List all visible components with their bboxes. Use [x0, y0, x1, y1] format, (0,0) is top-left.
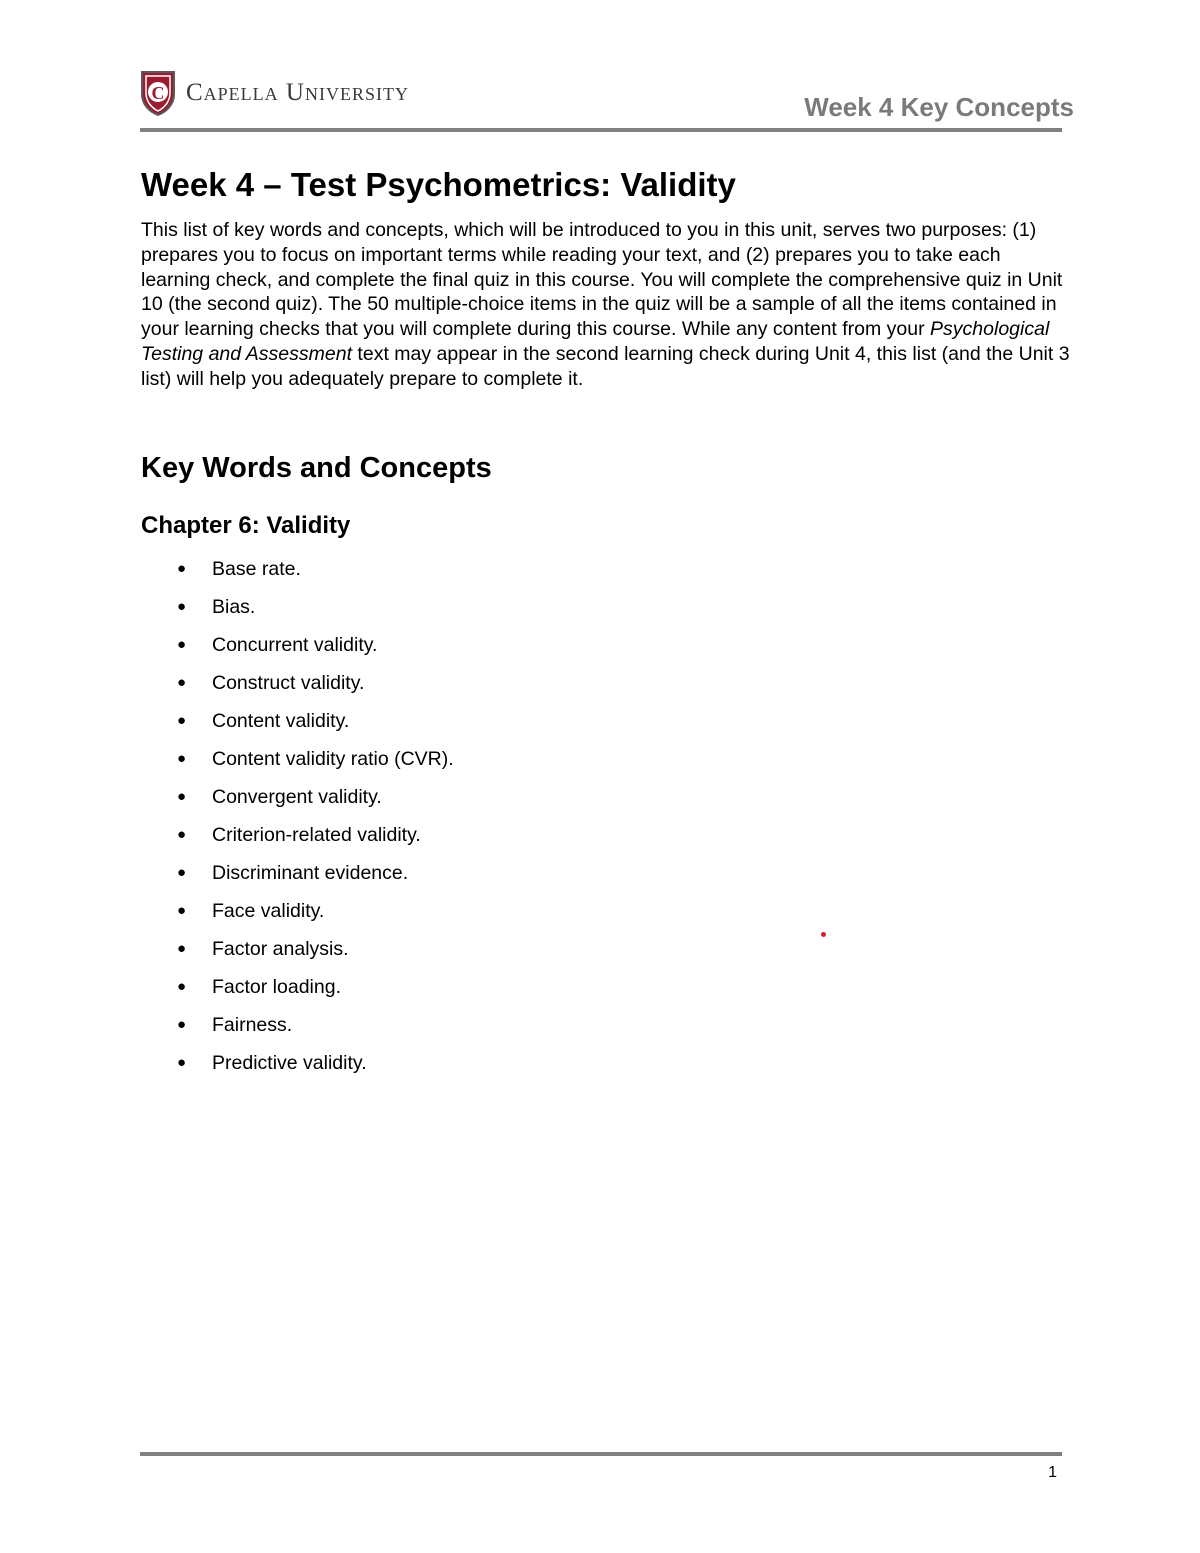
document-title: Week 4 – Test Psychometrics: Validity — [141, 166, 736, 203]
term-label: Concurrent validity. — [212, 634, 378, 656]
bullet-icon: ● — [177, 1054, 187, 1071]
term-label: Content validity ratio (CVR). — [212, 748, 454, 770]
bullet-icon: ● — [177, 940, 187, 957]
bullet-icon: ● — [177, 864, 187, 881]
logo-text: Capella University — [186, 79, 409, 106]
svg-text:C: C — [151, 83, 165, 103]
header-title: Week 4 Key Concepts — [804, 92, 1074, 122]
intro-text-1: This list of key words and concepts, which will be introduced to you in this unit, serves two purposes: (1) prepares you to focus on important terms while reading your text, and (2) prepares you to take each learning check, and complete the final quiz in this course. You will complete the comprehensive quiz in Unit 10 (the second quiz). The 50 multiple-choice items in the quiz will be a sample of all the items contained in your learning checks that you will complete during this course. While any content from your — [141, 219, 1063, 341]
term-label: Discriminant evidence. — [212, 862, 409, 884]
intro-paragraph — [141, 218, 1071, 392]
bullet-icon: ● — [177, 598, 187, 615]
bullet-icon: ● — [177, 788, 187, 805]
term-label: Construct validity. — [212, 672, 365, 694]
term-label: Predictive validity. — [212, 1052, 367, 1074]
term-label: Criterion-related validity. — [212, 824, 421, 846]
term-label: Content validity. — [212, 710, 350, 732]
bullet-icon: ● — [177, 826, 187, 843]
bullet-icon: ● — [177, 978, 187, 995]
term-label: Base rate. — [212, 558, 301, 580]
chapter-heading: Chapter 6: Validity — [141, 512, 351, 539]
textbook-title: Psychological Testing and Assessment — [141, 318, 1050, 365]
term-label: Face validity. — [212, 900, 325, 922]
bullet-icon: ● — [177, 636, 187, 653]
term-label: Factor analysis. — [212, 938, 349, 960]
bullet-icon: ● — [177, 1016, 187, 1033]
term-label: Fairness. — [212, 1014, 293, 1036]
header-divider — [140, 128, 1062, 132]
term-label: Factor loading. — [212, 976, 341, 998]
page-header — [140, 68, 1074, 128]
capella-logo — [140, 68, 409, 118]
term-label: Convergent validity. — [212, 786, 382, 808]
bullet-icon: ● — [177, 902, 187, 919]
intro-text-2: text may appear in the second learning check during Unit 4, this list (and the Unit 3 list) will help you adequately prepare to complete it. — [141, 342, 1070, 390]
red-dot-mark — [821, 932, 826, 937]
section-heading: Key Words and Concepts — [141, 452, 492, 484]
bullet-icon: ● — [177, 750, 187, 767]
footer-divider — [140, 1452, 1062, 1456]
term-label: Bias. — [212, 596, 256, 618]
bullet-icon: ● — [177, 560, 187, 577]
bullet-icon: ● — [177, 674, 187, 691]
bullet-icon: ● — [177, 712, 187, 729]
page-number: 1 — [1048, 1464, 1057, 1481]
capella-shield-icon — [140, 70, 176, 116]
